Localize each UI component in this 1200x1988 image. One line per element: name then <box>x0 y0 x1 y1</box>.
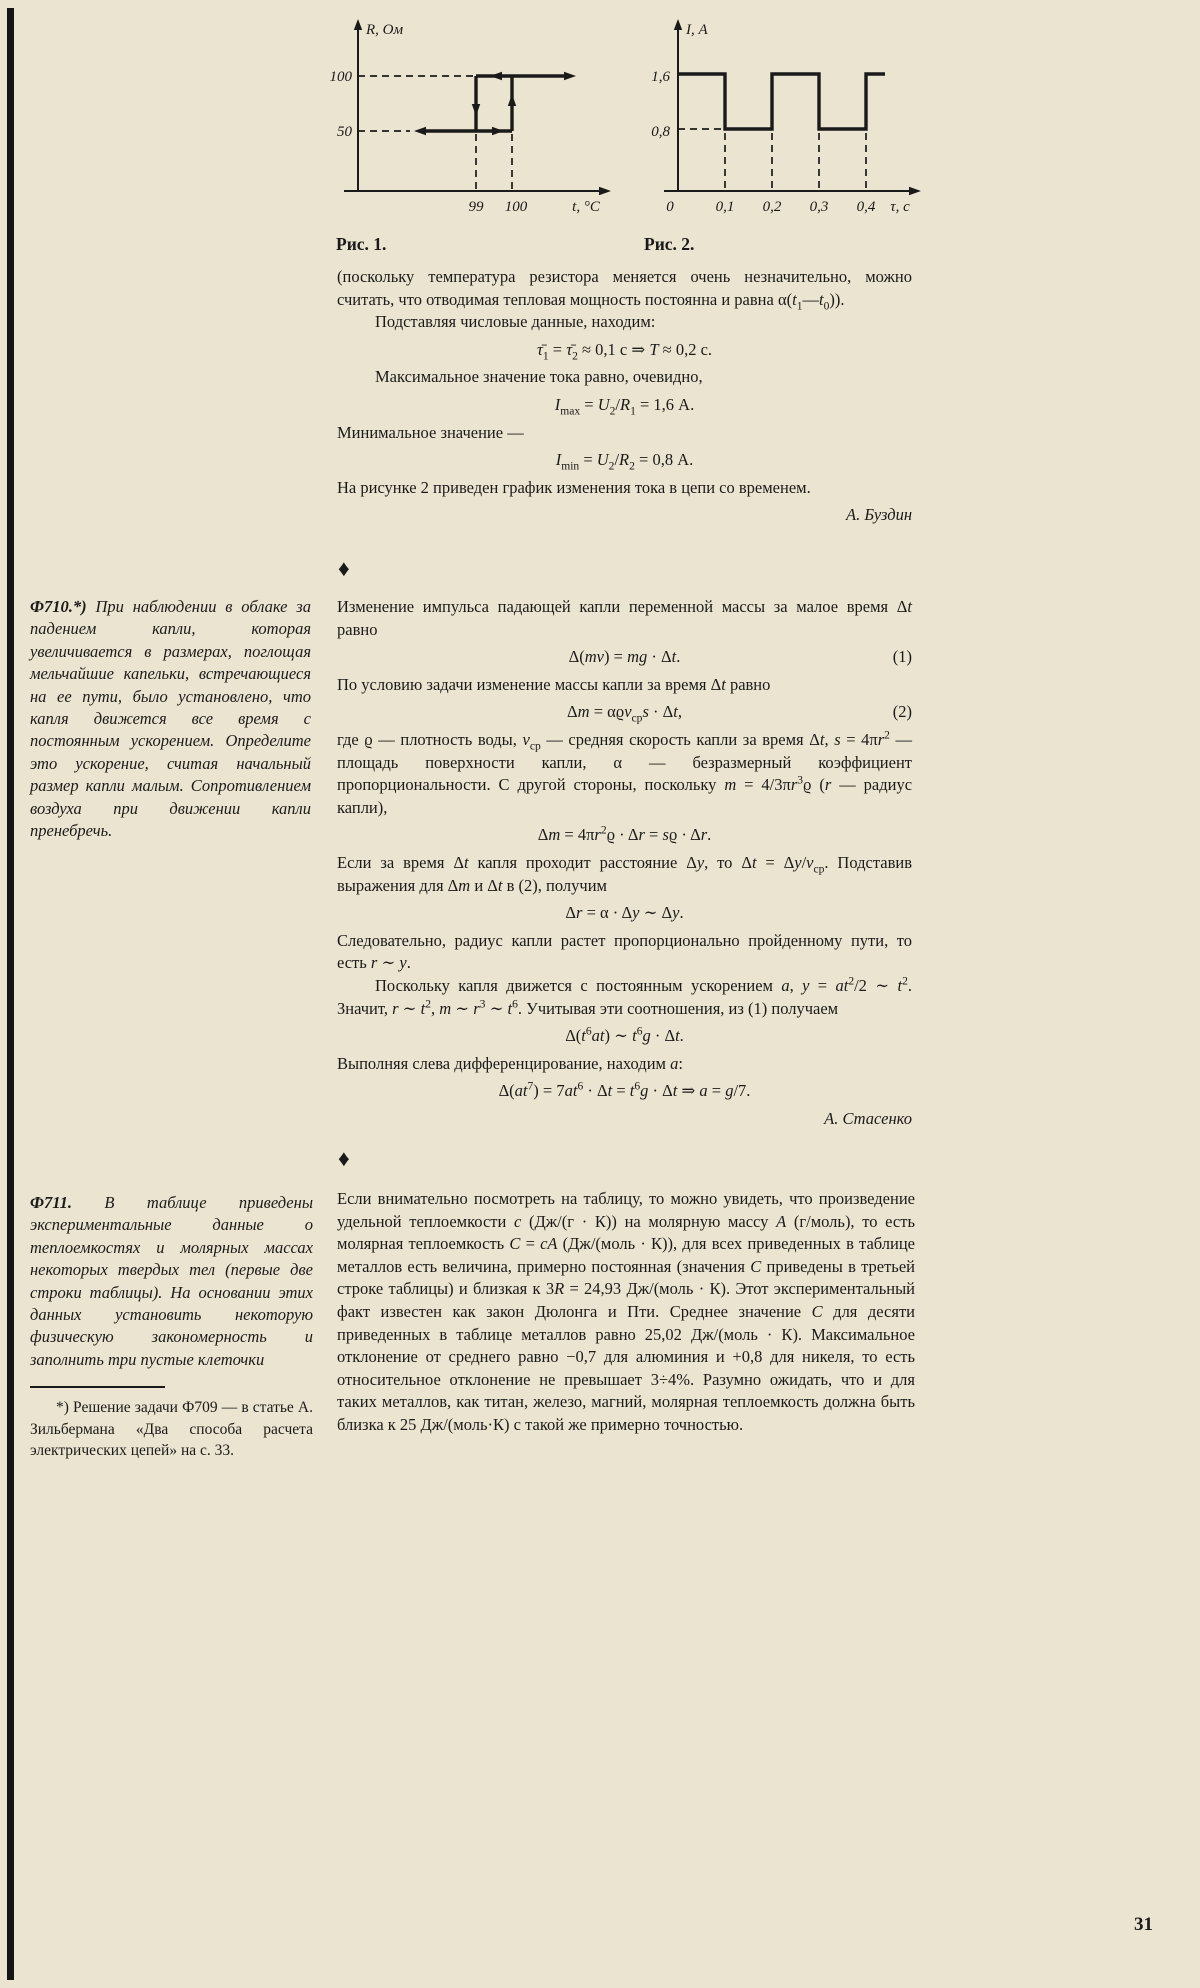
section-separator-diamond: ♦ <box>338 556 350 581</box>
equation: $I_{max} = U_2/R_1 = 1,6$ А. <box>554 394 695 418</box>
fig2-yaxis-arrow <box>674 19 682 30</box>
fig2-square-wave <box>678 74 885 129</box>
solution-paragraph: Поскольку капля движется с постоянным ускорением a, $y = at^2/2$ ∼ $t^2$. Значит, r ∼ $t^2$, m ∼ $r^3$ ∼ $t^6$. Учитывая эти соотношения, из (1) получаем <box>337 975 912 1018</box>
figure-1-resistance-vs-temperature <box>318 14 620 240</box>
figure-2-current-vs-time <box>628 14 930 240</box>
problem-f711-statement: Ф711. В таблице приведены экспериментальные данные о теплоемкостях и молярных массах некоторых твердых тел (первые две строки таблицы). На основании этих данных установить некоторую физическую закономерность и заполнить три пустые клеточки <box>30 1193 313 1369</box>
solution-f711 <box>337 1188 915 1437</box>
solution-paragraph: Подставляя числовые данные, находим: <box>375 312 656 332</box>
solution-paragraph: Изменение импульса падающей капли переменной массы за малое время Δt равно <box>337 597 912 639</box>
fig2-xtick-0-1: 0,1 <box>715 199 735 215</box>
section-separator-diamond: ♦ <box>338 1146 350 1171</box>
fig1-xtick-100: 100 <box>504 199 528 215</box>
fig2-xtick-0-4: 0,4 <box>856 199 876 215</box>
equation-line <box>337 824 912 847</box>
equation-line <box>337 701 912 724</box>
problem-f710-statement: Ф710.*) При наблюдении в облаке за падением капли, которая увеличивается в размерах, поглощая мельчайшие капельки, встречающиеся на ее пути, было установлено, что капля движется все время с постоянным ускорением. Определите это ускорение, считая начальный размер капли малым. Сопротивлением воздуха при движении капли пренебречь. <box>30 597 311 841</box>
fig2-xtick-0: 0 <box>666 199 674 215</box>
fig2-xaxis-arrow <box>909 187 921 195</box>
fig2-y-axis-label: I, А <box>686 22 708 38</box>
solution-paragraph: (поскольку температура резистора меняется очень незначительно, можно считать, что отводимая тепловая мощность постоянна и равна $\alpha(t_1—t_0)$). <box>337 267 912 312</box>
fig1-xtick-99: 99 <box>468 199 484 215</box>
equation-line <box>337 339 912 362</box>
equation-line <box>337 1025 912 1048</box>
solution-paragraph: Следовательно, радиус капли растет пропорционально пройденному пути, то есть r ∼ y. <box>337 930 912 973</box>
solution-paragraph: Максимальное значение тока равно, очевидно, <box>375 367 703 387</box>
equation: Δm = αϱv$_{ср}$s · Δt, <box>567 702 682 725</box>
figure-1-caption: Рис. 1. <box>336 234 387 254</box>
equation: $\taū_1$ = $\taū_2 \approx 0,1$ с ⇒ T ≈ 0,2 с. <box>536 339 713 363</box>
equation: Δr = α · Δy ∼ Δy. <box>565 903 684 923</box>
fig1-y-axis-label: R, Ом <box>366 22 404 38</box>
equation: $\Delta m = 4\pi r^2ϱ \cdot \Delta r = sϱ \cdot \Delta r$. <box>537 824 712 845</box>
author-signature: А. Буздин <box>846 505 912 525</box>
solution-paragraph: Если внимательно посмотреть на таблицу, то можно увидеть, что произведение удельной теплоемкости c (Дж/(г · К)) на молярную массу A (г/моль), то есть молярная теплоемкость C = cA (Дж/(моль · К)), для всех приведенных в таблице металлов есть величина, примерно постоянная (значения C приведены в третьей строке таблицы) и близкая к 3R = 24,93 Дж/(моль · К). Этот экспериментальный факт известен как закон Дюлонга и Пти. Среднее значение C для десяти приведенных в таблице металлов равно 25,02 Дж/(моль · К). Максимальное отклонение от среднего равно −0,7 для алюминия и +0,8 для никеля, то есть относительное отклонение не превышает 3÷4%. Разумно ожидать, что и для таких металлов, как титан, железо, магний, молярная теплоемкость должна быть близка к 25 Дж/(моль·К) с такой же примерно точностью. <box>337 1189 915 1434</box>
solution-f709-continuation <box>337 266 912 527</box>
equation: Δ(mv) = mg · Δt. <box>568 647 681 667</box>
solution-paragraph: Выполняя слева дифференцирование, находим a: <box>337 1053 683 1073</box>
solution-paragraph: Минимальное значение — <box>337 422 524 442</box>
equation: $\Delta(t^6at)$ ∼ $t^6g \cdot \Delta t$. <box>565 1025 684 1046</box>
figure-2-caption: Рис. 2. <box>644 234 695 254</box>
solution-paragraph: На рисунке 2 приведен график изменения тока в цепи со временем. <box>337 477 811 497</box>
footnote-text: *) Решение задачи Ф709 — в статье А. Зильбермана «Два способа расчета электрических цепей» на с. 33. <box>30 1399 313 1459</box>
equation-line <box>337 449 912 472</box>
equation-number: (2) <box>892 702 912 722</box>
fig1-axes <box>344 27 601 191</box>
fig2-axes <box>664 27 911 191</box>
fig2-dashed-guides <box>678 129 866 189</box>
fig2-xtick-0-2: 0,2 <box>762 199 782 215</box>
solution-paragraph: По условию задачи изменение массы капли за время Δt равно <box>337 674 771 694</box>
fig2-x-axis-label: τ, с <box>890 199 910 215</box>
equation-line <box>337 394 912 417</box>
equation-line <box>337 902 912 925</box>
equation-line <box>337 1080 912 1103</box>
equation: $\Delta(at^7) = 7at^6 \cdot \Delta t = t^6g \cdot \Delta t$ ⇒ a = g/7. <box>498 1080 751 1101</box>
solution-paragraph: Если за время Δt капля проходит расстояние Δy, то $\Delta t = \Delta y/v_{ср}$. Подставив выражения для Δm и Δt в (2), получим <box>337 852 912 895</box>
fig2-xtick-0-3: 0,3 <box>809 199 829 215</box>
footnote-rule <box>30 1386 165 1388</box>
fig1-yaxis-arrow <box>354 19 362 30</box>
author-signature: А. Стасенко <box>824 1108 912 1128</box>
fig1-hysteresis-curve <box>424 76 564 131</box>
equation-number: (1) <box>892 647 912 667</box>
fig2-ytick-1-6: 1,6 <box>651 69 670 85</box>
fig1-direction-arrows <box>414 72 576 135</box>
fig1-x-axis-label: t, °C <box>572 199 600 215</box>
fig1-xaxis-arrow <box>599 187 611 195</box>
solution-paragraph: где ϱ — плотность воды, $v_{ср}$ — средняя скорость капли за время Δt, $s = 4\pi r^2$ — площадь поверхности капли, α — безразмерный коэффициент пропорциональности. С другой стороны, поскольку $m = 4/3\pi r^3ϱ$ (r — радиус капли), <box>337 729 913 817</box>
left-margin-rule <box>7 8 14 1980</box>
fig2-ytick-0-8: 0,8 <box>651 124 670 140</box>
footnote <box>30 1386 313 1462</box>
fig1-ytick-50: 50 <box>337 124 352 140</box>
equation: $I_{min} = U_2/R_2 = 0,8$ А. <box>555 450 694 473</box>
equation-line <box>337 646 912 669</box>
solution-f710 <box>337 596 912 1130</box>
fig1-ytick-100: 100 <box>329 69 352 85</box>
page-number: 31 <box>1134 1914 1153 1935</box>
